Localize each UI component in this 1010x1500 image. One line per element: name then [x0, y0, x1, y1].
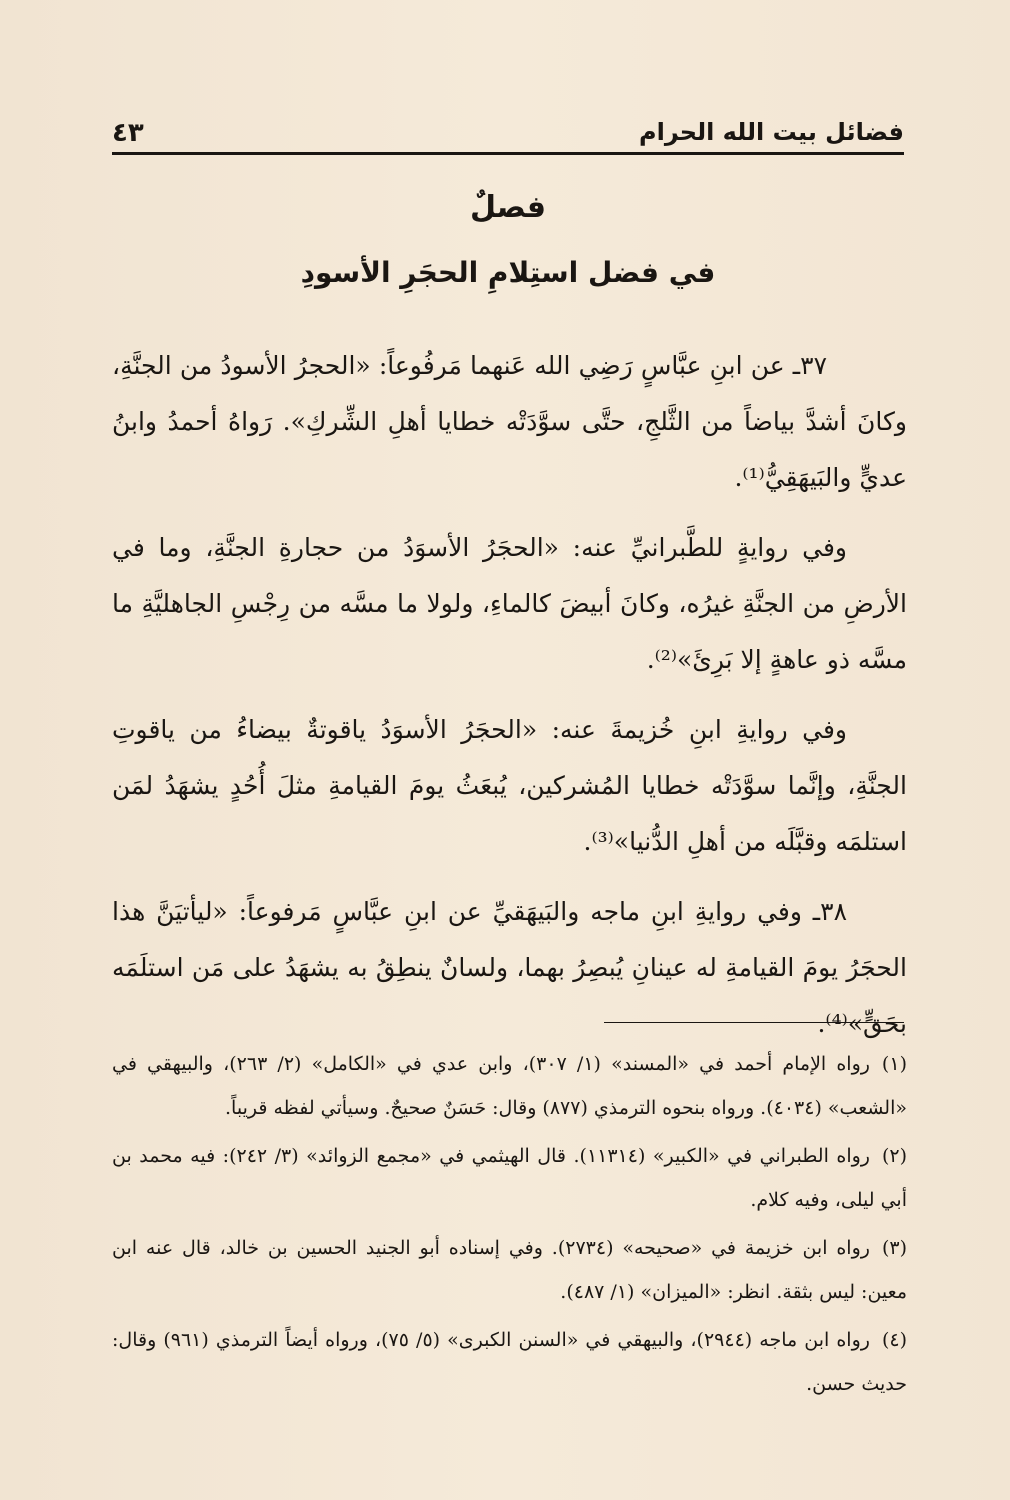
page-number: ٤٣ — [112, 118, 144, 148]
paragraph-ibn-khuzayma: وفي روايةِ ابنِ خُزيمةَ عنه: «الحجَرُ الأسوَدُ ياقوتةٌ بيضاءُ من ياقوتِ الجنَّةِ، وإنَّما سوَّدَتْه خطايا المُشركين، يُبعَثُ يومَ القيامةِ مثلَ أُحُدٍ يشهَدُ لمَن استلمَه وقبَّلَه من أهلِ الدُّنيا»⁽³⁾. — [112, 715, 907, 856]
footnote-2 — [112, 1134, 907, 1222]
footnote-3 — [112, 1226, 907, 1314]
footnote-1 — [112, 1042, 907, 1130]
footnote-4 — [112, 1318, 907, 1406]
section-subtitle: في فضل استِلامِ الحجَرِ الأسودِ — [300, 256, 716, 289]
section-title: فصلٌ — [470, 190, 546, 225]
footnote-number: (١) — [881, 1053, 907, 1075]
paragraph-hadith-37: ٣٧ـ عن ابنِ عبَّاسٍ رَضِي الله عَنهما مَرفُوعاً: «الحجرُ الأسودُ من الجنَّةِ، وكانَ أشدَّ بياضاً من الثَّلجِ، حتَّى سوَّدَتْه خطايا أهلِ الشِّركِ». رَواهُ أحمدُ وابنُ عديٍّ والبَيهَقِيُّ⁽¹⁾. — [112, 351, 907, 492]
footnote-number: (٣) — [881, 1237, 907, 1259]
running-title: فضائل بيت الله الحرام — [639, 118, 904, 146]
main-text — [112, 338, 907, 1066]
footnote-text: رواه ابن خزيمة في «صحيحه» (٢٧٣٤). وفي إسناده أبو الجنيد الحسين بن خالد، قال عنه ابن معين: ليس بثقة. انظر: «الميزان» (١/ ٤٨٧). — [112, 1237, 907, 1303]
footnote-text: رواه الإمام أحمد في «المسند» (١/ ٣٠٧)، وابن عدي في «الكامل» (٢/ ٢٦٣)، والبيهقي في «الشعب» (٤٠٣٤). ورواه بنحوه الترمذي (٨٧٧) وقال: حَسَنٌ صحيحٌ. وسيأتي لفظه قريباً. — [112, 1053, 907, 1119]
footnote-number: (٤) — [881, 1329, 907, 1351]
paragraph-hadith-38: ٣٨ـ وفي روايةِ ابنِ ماجه والبَيهَقيِّ عن ابنِ عبَّاسٍ مَرفوعاً: «ليأتيَنَّ هذا الحجَرُ يومَ القيامةِ له عينانِ يُبصِرُ بهما، ولسانٌ ينطِقُ به يشهَدُ على مَن استلَمَه بحَقٍّ»⁽⁴⁾. — [112, 897, 907, 1038]
page-header — [112, 108, 904, 155]
footnotes — [112, 1042, 907, 1410]
footnote-divider — [604, 1022, 904, 1023]
paragraph-tabarani: وفي روايةٍ للطَّبرانيِّ عنه: «الحجَرُ الأسوَدُ من حجارةِ الجنَّةِ، وما في الأرضِ من الجنَّةِ غيرُه، وكانَ أبيضَ كالماءِ، ولولا ما مسَّه من رِجْسِ الجاهليَّةِ ما مسَّه ذو عاهةٍ إلا بَرِئَ»⁽²⁾. — [112, 533, 907, 674]
footnote-text: رواه ابن ماجه (٢٩٤٤)، والبيهقي في «السنن الكبرى» (٥/ ٧٥)، ورواه أيضاً الترمذي (٩٦١) وقال: حديث حسن. — [112, 1329, 907, 1395]
footnote-number: (٢) — [881, 1145, 908, 1167]
footnote-text: رواه الطبراني في «الكبير» (١١٣١٤). قال الهيثمي في «مجمع الزوائد» (٣/ ٢٤٢): فيه محمد بن أبي ليلى، وفيه كلام. — [112, 1145, 907, 1211]
